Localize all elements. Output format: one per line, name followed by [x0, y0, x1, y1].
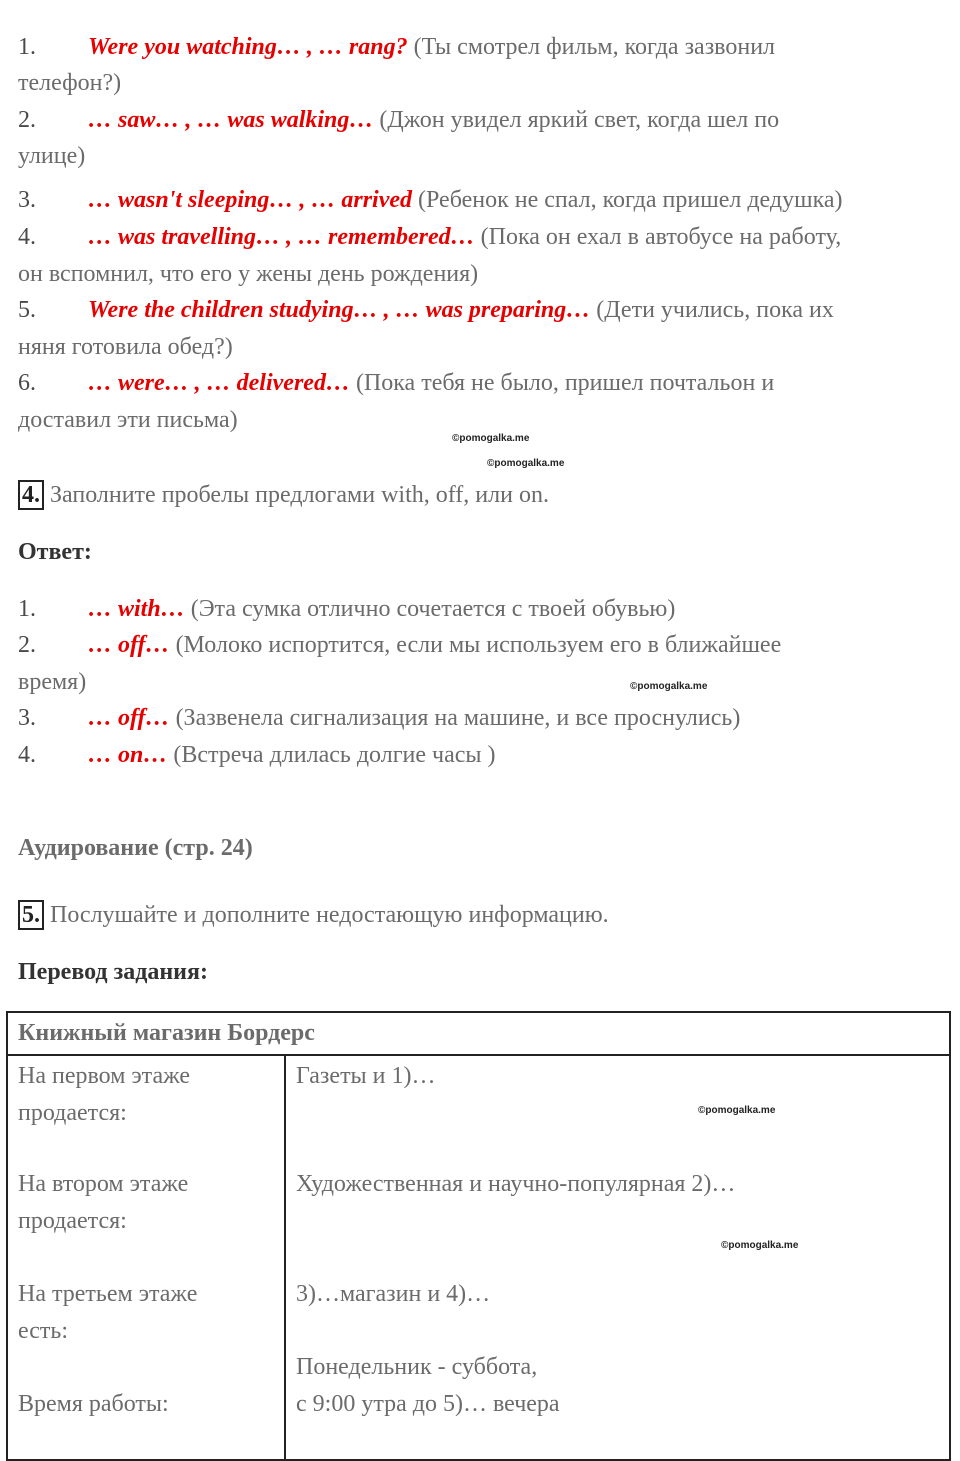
section-heading: Аудирование (стр. 24) — [18, 835, 253, 861]
translation-text: (Джон увидел яркий свет, когда шел по — [373, 107, 780, 133]
item-number: 4. — [18, 224, 36, 250]
translation-continuation: няня готовила обед?) — [18, 334, 233, 360]
row4-label: Время работы: — [18, 1391, 169, 1417]
item-number: 3. — [18, 705, 36, 731]
answer-text: … were… , … delivered… — [88, 370, 350, 396]
translation-continuation: доставил эти письма) — [18, 407, 238, 433]
task-5-header — [18, 900, 609, 930]
row4-value-1: Понедельник - суббота, — [296, 1354, 538, 1380]
watermark: ©pomogalka.me — [630, 681, 708, 692]
table-row — [7, 1055, 950, 1460]
watermark: ©pomogalka.me — [487, 458, 565, 469]
answer-text: Were you watching… , … rang? — [88, 34, 408, 60]
row1-value: Газеты и 1)… — [296, 1063, 436, 1089]
translation-text: (Ты смотрел фильм, когда зазвонил — [407, 34, 776, 60]
translation-text: (Эта сумка отлично сочетается с твоей обувью) — [184, 596, 676, 622]
answer-text: … wasn't sleeping… , … arrived — [88, 187, 413, 213]
row2-label: На втором этаже продается: — [18, 1171, 189, 1234]
translation-label: Перевод задания: — [18, 959, 208, 985]
translation-text: (Пока тебя не было, пришел почтальон и — [349, 370, 775, 396]
answer-text: Were the children studying… , … was preparing… — [88, 297, 591, 323]
answer-text: … on… — [88, 742, 168, 768]
table-title: Книжный магазин Бордерс — [7, 1012, 950, 1055]
item-number: 6. — [18, 370, 36, 396]
translation-text: (Зазвенела сигнализация на машине, и все проснулись) — [169, 705, 741, 731]
table-left-column — [7, 1055, 285, 1460]
answer-text: … off… — [88, 632, 170, 658]
item-number: 1. — [18, 596, 36, 622]
translation-text: (Молоко испортится, если мы используем его в ближайшее — [169, 632, 782, 658]
translation-continuation: улице) — [18, 143, 86, 169]
answer-label: Ответ: — [18, 539, 92, 565]
table-right-column — [285, 1055, 950, 1460]
item-number: 3. — [18, 187, 36, 213]
item-number: 5. — [18, 297, 36, 323]
watermark: ©pomogalka.me — [721, 1240, 799, 1251]
translation-continuation: он вспомнил, что его у жены день рождения) — [18, 261, 479, 287]
row3-label: На третьем этаже есть: — [18, 1281, 198, 1344]
translation-text: (Встреча длилась долгие часы ) — [167, 742, 496, 768]
item-number: 1. — [18, 34, 36, 60]
answer-text: … off… — [88, 705, 170, 731]
answer-text: … was travelling… , … remembered… — [88, 224, 475, 250]
task-text: Заполните пробелы предлогами with, off, или on. — [50, 482, 549, 508]
row4-value-2: с 9:00 утра до 5)… вечера — [296, 1391, 560, 1417]
translation-continuation: время) — [18, 669, 87, 695]
answer-text: … with… — [88, 596, 185, 622]
translation-continuation: телефон?) — [18, 70, 122, 96]
answer-text: … saw… , … was walking… — [88, 107, 374, 133]
bookstore-table — [6, 1011, 951, 1461]
row3-value: 3)…магазин и 4)… — [296, 1281, 491, 1307]
row1-label: На первом этаже продается: — [18, 1063, 191, 1126]
task-number-box: 4. — [18, 480, 44, 510]
item-number: 2. — [18, 107, 36, 133]
watermark: ©pomogalka.me — [698, 1105, 776, 1116]
translation-text: (Дети учились, пока их — [590, 297, 834, 323]
task-text: Послушайте и дополните недостающую информацию. — [50, 902, 609, 928]
row2-value: Художественная и научно-популярная 2)… — [296, 1171, 736, 1197]
task-number-box: 5. — [18, 900, 44, 930]
watermark: ©pomogalka.me — [452, 433, 530, 444]
translation-text: (Пока он ехал в автобусе на работу, — [474, 224, 842, 250]
item-number: 2. — [18, 632, 36, 658]
translation-text: (Ребенок не спал, когда пришел дедушка) — [412, 187, 843, 213]
item-number: 4. — [18, 742, 36, 768]
task-4-header — [18, 480, 549, 510]
